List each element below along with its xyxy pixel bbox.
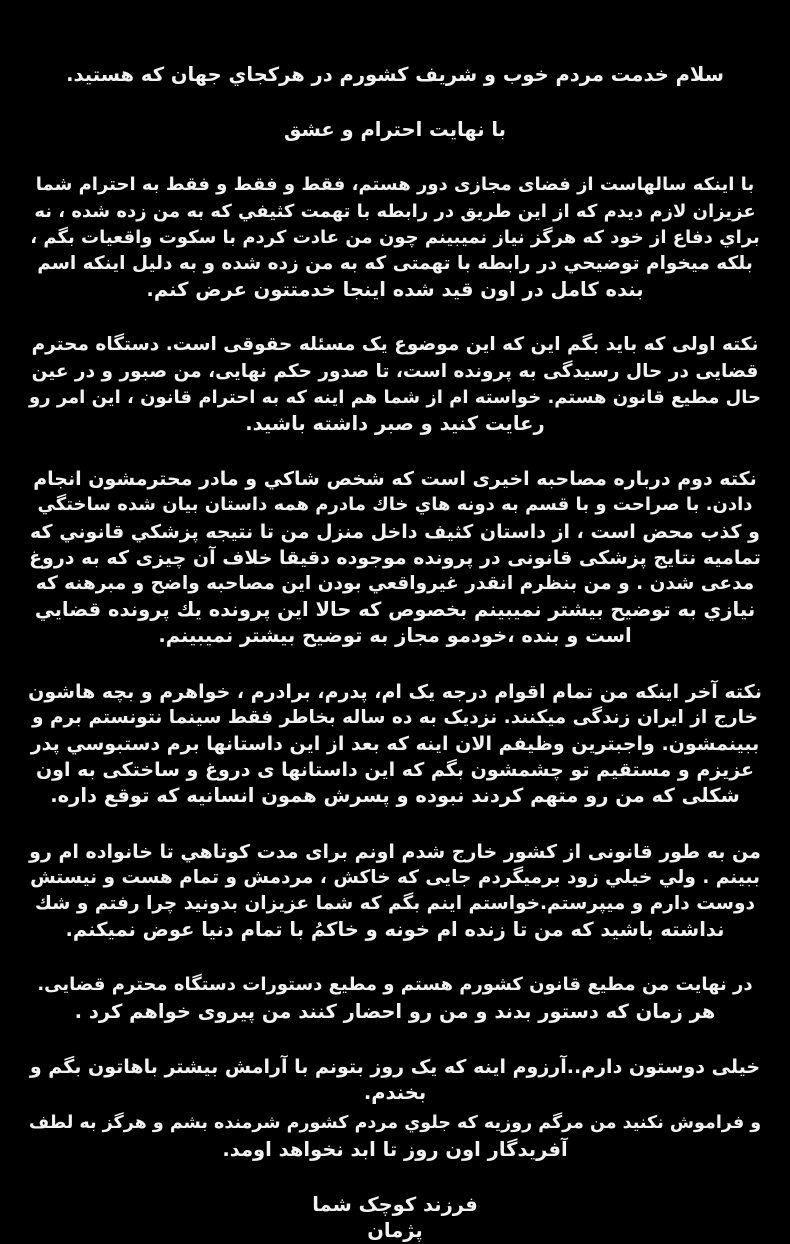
paragraph-line: هر زمان که دستور بدند و من رو احضار کنند من پیروی خواهم کرد . xyxy=(74,999,716,1023)
paragraph-line: عزیزان لازم دیدم که از این طریق در رابطه با تهمت کثیفي که به من زده شده ، نه xyxy=(34,200,756,222)
paragraph-5 xyxy=(28,839,762,944)
paragraph-line: ببینمشون. واجبترین وظیفم الان اینه که بعد از این داستانها برم دستبوسي پدر xyxy=(30,733,760,756)
paragraph-3 xyxy=(28,466,762,649)
paragraph-line: حال مطیع قانون هستم. خواسته ام از شما هم اینه که به احترام قانون ، این امر رو xyxy=(29,386,761,408)
paragraph-4 xyxy=(28,679,762,810)
paragraph-line: و کذب محض است ، از داستان کثیف داخل منزل من تا نتیجه پزشکي قانوني که xyxy=(30,520,760,543)
paragraph-line: بنده کامل در اون قید شده اینجا خدمتتون عرض کنم. xyxy=(146,278,644,302)
paragraph-line: بلکه میخوام توضیحي در رابطه با تهمتی که به من زده شده و به دلیل اینکه اسم xyxy=(37,253,753,275)
signoff-block xyxy=(28,1192,762,1244)
paragraph-line: دوست دارم و میپرستم.خواستم اینم بگم که شما عزیزان بدونید چرا رفتم و شك xyxy=(35,893,755,915)
paragraph-line: و فراموش نکنید من مرگم روزیه که جلوي مردم کشورم شرمنده بشم و هرگز به لطف xyxy=(28,1113,762,1134)
paragraph-line: نکته آخر اینکه من تمام اقوام درجه یک ام، پدرم، برادرم ، خواهرم و بچه هاشون xyxy=(28,680,762,703)
paragraph-line: عزیزم و مستقیم تو چشمشون بگم که این داستانها ی دروغ و ساختکی به اون xyxy=(35,759,755,782)
paragraph-line: دادن. با صراحت و با قسم به دونه هاي خاك مادرم همه داستان بیان شده ساختگي xyxy=(37,494,753,516)
paragraph-line: شکلی که من رو متهم کردند نبوده و پسرش همون انسانیه که توقع داره. xyxy=(50,784,740,808)
paragraph-line: نیازي به توضیح بیشتر نمیبینم بخصوص که حالا این پرونده یك پرونده قضایي xyxy=(34,598,756,622)
paragraph-line: تمامیه نتایج پزشکی قانونی در پرونده موجوده دقیقا خلاف آن چیزی که به دروغ xyxy=(29,546,761,569)
respect-line: با نهایت احترام و عشق xyxy=(284,118,506,142)
signature: پژمان xyxy=(367,1218,423,1242)
paragraph-6 xyxy=(28,972,762,1024)
paragraph-line: است و بنده ،خودمو مجاز به توضیح بیشتر نمیبینم. xyxy=(158,624,632,648)
paragraph-line: رعایت کنید و صبر داشته باشید. xyxy=(245,412,545,436)
greeting-paragraph xyxy=(28,62,762,88)
paragraph-8 xyxy=(28,1110,762,1162)
paragraph-7 xyxy=(28,1054,762,1106)
paragraph-line: بخندم. xyxy=(363,1081,427,1105)
paragraph-line: نداشته باشید که من تا زنده ام خونه و خاکمُ با تمام دنیا عوض نمیکنم. xyxy=(65,918,725,942)
paragraph-2 xyxy=(28,332,762,437)
paragraph-line: با اینکه سالهاست از فضای مجازی دور هستم، فقط و فقط و فقط به احترام شما xyxy=(35,174,755,196)
paragraph-line: نکته اولی که باید بگم این که این موضوع یک مسئله حقوقی است. دستگاه محترم xyxy=(31,334,759,356)
paragraph-line: خیلی دوستون دارم..آرزوم اینه که یک روز بتونم با آرامش بیشتر باهاتون بگم و xyxy=(29,1055,761,1078)
greeting-line: سلام خدمت مردم خوب و شریف کشورم در هرکجاي جهان که هستید. xyxy=(66,63,724,86)
paragraph-line: مدعی شدن . و من بنظرم انقدر غیرواقعي بودن این مصاحبه واضح و مبرهنه که xyxy=(35,573,755,595)
paragraph-line: براي دفاع از خود که هرگز نیاز نمیبینم چون من عادت کردم با سکوت واقعیات بگم ، xyxy=(30,226,760,248)
respect-paragraph xyxy=(28,117,762,143)
paragraph-line: آفریدگار اون روز تا ابد نخواهد اومد. xyxy=(222,1137,568,1161)
paragraph-line: ببینم . ولي خیلي زود برمیگردم جایی که خاکش ، مردمش و تمام هست و نیستش xyxy=(30,866,760,888)
signoff-line: فرزند کوچک شما xyxy=(312,1192,478,1216)
paragraph-1 xyxy=(28,172,762,303)
paragraph-line: در نهایت من مطیع قانون کشورم هستم و مطیع دستورات دستگاه محترم قضایی. xyxy=(37,974,753,996)
paragraph-line: من به طور قانونی از کشور خارج شدم اونم برای مدت کوتاهي تا خانواده ام رو xyxy=(29,840,761,863)
paragraph-line: خارج از ایران زندگی میکنند. نزدیک به ده ساله بخاطر فقط سینما نتونستم برم و xyxy=(32,706,758,728)
paragraph-line: نکته دوم درباره مصاحبه اخیری است که شخص شاکي و مادر محترمشون انجام xyxy=(33,468,757,491)
paragraph-line: قضایی در حال رسیدگی به پرونده است، تا صدور حکم نهایی، من صبور و در عین xyxy=(31,360,759,382)
letter xyxy=(28,62,762,1242)
